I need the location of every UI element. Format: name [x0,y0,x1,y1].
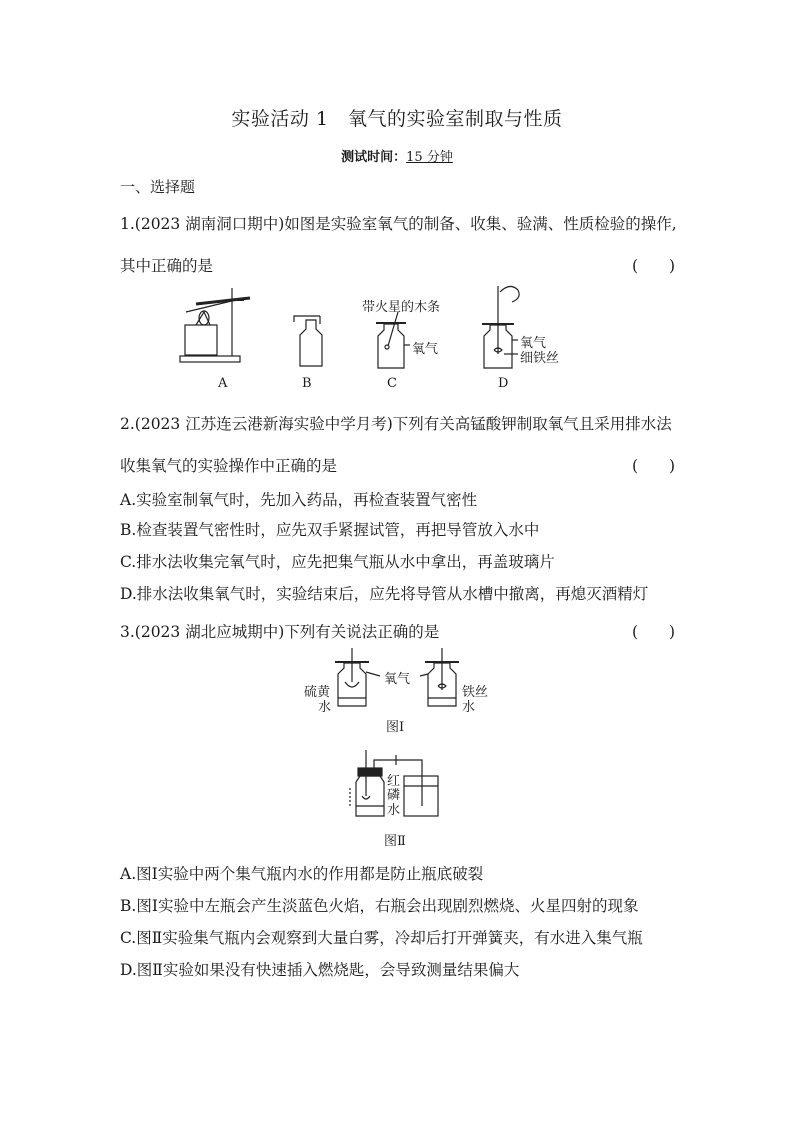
q1-fig-d-bottle [482,286,519,368]
q2-option-d: D.排水法收集氧气时，实验结束后，应先将导管从水槽中撤离，再熄灭酒精灯 [120,585,649,603]
q1-fig-c-label: C [387,376,397,391]
q3-fig1-left-bottle [335,648,380,706]
test-time-label: 测试时间： [341,150,407,165]
q1-fig-d-label: D [498,376,509,391]
q2-option-c: C.排水法收集完氧气时，应先把集气瓶从水中拿出，再盖玻璃片 [120,553,555,571]
page-title: 实验活动 1 氧气的实验室制取与性质 [231,108,563,130]
q1-fig-b-bottle [294,316,322,366]
q1-fig-d-gas-label: 氧气 [520,336,547,351]
q1-fig-b-label: B [302,376,312,391]
q3-fig1-iron-label: 铁丝 [462,685,489,700]
q2-stem-line1: 2.(2023 江苏连云港新海实验中学月考)下列有关高锰酸钾制取氧气且采用排水法 [120,415,672,433]
q1-fig-a-label: A [218,376,228,391]
q3-fig1-caption: 图Ⅰ [386,720,405,735]
q2-stem-line2: 收集氧气的实验操作中正确的是 [120,457,338,475]
q1-fig-a-apparatus [180,288,250,362]
q3-fig2-water-label: 水 [387,803,401,818]
q1-fig-c-stick-label: 带火星的木条 [362,300,441,315]
q3-fig1-right-bottle [420,648,459,706]
q1-answer-blank: ( ) [632,257,676,275]
q3-fig1-water-left-label: 水 [318,700,332,715]
q3-fig2-phos-label: 磷 [387,788,401,803]
q3-stem: 3.(2023 湖北应城期中)下列有关说法正确的是 [120,623,440,641]
q3-option-c: C.图Ⅱ实验集气瓶内会观察到大量白雾，冷却后打开弹簧夹，有水进入集气瓶 [120,929,643,947]
q3-fig2-red-label: 红 [387,774,401,789]
q1-stem-line2: 其中正确的是 [120,257,214,275]
q3-fig2-caption: 图Ⅱ [384,834,406,849]
q3-option-d: D.图Ⅱ实验如果没有快速插入燃烧匙，会导致测量结果偏大 [120,961,520,979]
q3-option-a: A.图Ⅰ实验中两个集气瓶内水的作用都是防止瓶底破裂 [120,865,484,883]
q1-fig-c-bottle [376,312,410,368]
section-heading: 一、选择题 [120,178,196,196]
q1-fig-c-gas-label: 氧气 [412,342,439,357]
q1-stem-line1: 1.(2023 湖南洞口期中)如图是实验室氧气的制备、收集、验满、性质检验的操作, [120,215,677,233]
q2-answer-blank: ( ) [632,457,676,475]
q3-fig1-oxygen-label: 氧气 [384,672,411,687]
q3-fig1-water-right-label: 水 [462,700,476,715]
q3-fig1-sulfur-label: 硫黄 [304,685,331,700]
q3-option-b: B.图Ⅰ实验中左瓶会产生淡蓝色火焰，右瓶会出现剧烈燃烧、火星四射的现象 [120,897,639,915]
q3-answer-blank: ( ) [632,623,676,641]
q2-option-b: B.检查装置气密性时，应先双手紧握试管，再把导管放入水中 [120,521,540,539]
q2-option-a: A.实验室制氧气时，先加入药品，再检查装置气密性 [120,491,478,509]
q1-fig-d-wire-label: 细铁丝 [520,351,560,366]
test-time-value: 15 分钟 [406,150,453,165]
